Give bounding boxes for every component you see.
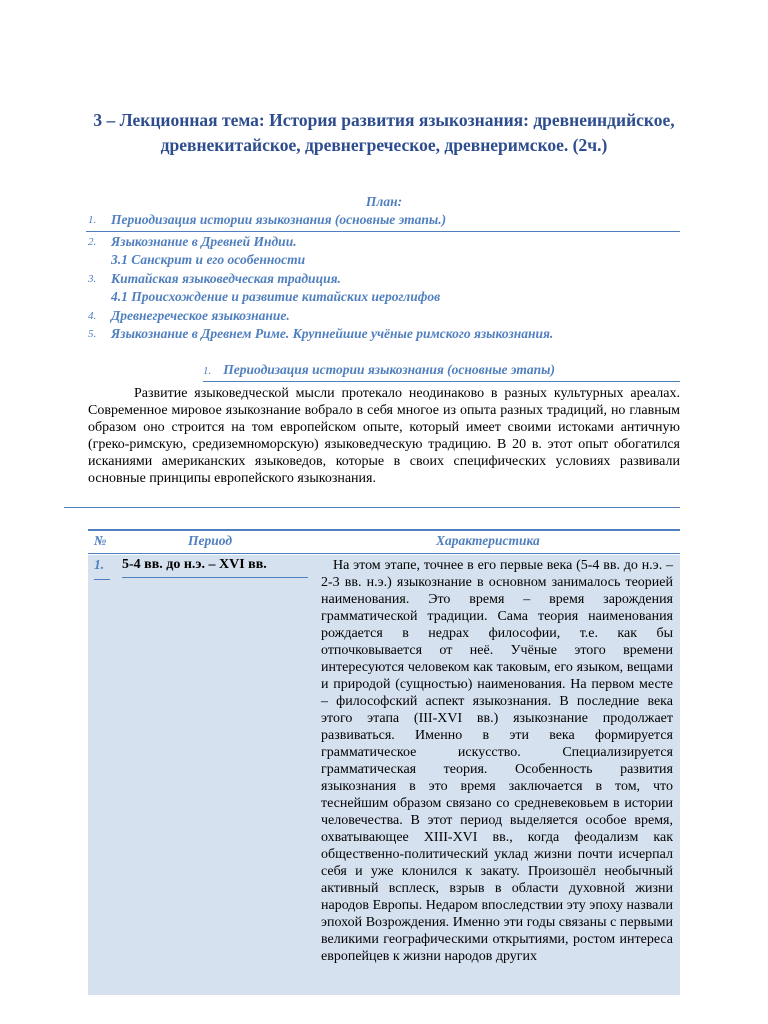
plan-heading: План: [365,194,403,209]
plan-item [86,325,680,343]
header-characteristic: Характеристика [436,533,540,548]
lecture-title: 3 – Лекционная тема: История развития языкознания: древнеиндийское, древнекитайское, древнегреческое, древнеримское. (2ч.) [93,110,675,155]
table-row [88,555,680,995]
plan-item-text: Языкознание в Древнем Риме. Крупнейшие учёные римского языкознания. [111,325,554,341]
plan-item-number: 3. [88,272,97,285]
plan-item [86,270,680,288]
header-period: Период [188,533,233,548]
plan-item-number: 2. [88,236,97,248]
section-heading-text: Периодизация истории языкознания (основные этапы) [223,362,555,377]
row-characteristic: На этом этапе, точнее в его первые века (5-4 вв. до н.э. – 2-3 вв. н.э.) языкознание в основном занималось теорией наименования. Это время – время зарождения грамматической традиции. Сама теория наименования рождается в недрах философии, т.е. как бы отпочковывается от неё. Учёные этого времени интересуются человеком как таковым, его языком, вещами и природой (сущностью) наименования. На первом месте – философский аспект языкознания. В последние века этого этапа (III-XVI вв.) языкознание продолжает развиваться. Именно в эти века формируется грамматическое искусство. Специализируется грамматическая теория. Особенность развития языкознания в это время заключается в том, что теснейшим образом связано со средневековьем в истории человечества. В этот период выделяется особое время, охватывающее XIII-XVI вв., когда феодализм как общественно-политический уклад жизни почти исчерпал себя и уже клонился к закату. Произошёл необычный активный всплеск, взрыв в области духовной жизни народов Европы. Недаром впоследствии эту эпоху назвали эпохой Возрождения. Именно эти годы связаны с первыми великими географическими открытиями, ростом интереса европейцев к жизни народов других [321,558,673,964]
plan-item [86,233,680,251]
divider [64,507,680,508]
plan-item-text: 4.1 Происхождение и развитие китайских иероглифов [111,289,441,305]
row-number: 1. [94,557,110,580]
plan-subitem [86,251,680,269]
plan-subitem [86,288,680,306]
plan-item-number: 1. [88,214,97,226]
section-number: 1. [203,365,212,377]
plan-item [86,211,680,232]
section-heading [203,360,680,382]
plan-list [86,211,680,343]
periods-table [88,529,680,995]
header-number: № [94,533,107,548]
row-period: 5-4 вв. до н.э. – XVI вв. [122,557,308,578]
plan-item-number: 4. [88,309,97,322]
plan-item-text: Языкознание в Древней Индии. [111,234,297,249]
plan-item-text: Древнегреческое языкознание. [111,307,290,323]
plan-item-text: 3.1 Санскрит и его особенности [111,252,306,268]
intro-paragraph: Развитие языковедческой мысли протекало неодинаково в разных культурных ареалах. Современное мировое языкознание вобрало в себя многое из опыта разных традиций, но главным образом оно строится на том европейском опыте, который имеет своими истоками античную (греко-римскую, средиземноморскую) языковедческую традицию. В 20 в. этот опыт обогатился исканиями американских языковедов, которые в своих специфических условиях развивали основные принципы европейского языкознания. [88,386,680,486]
table-header [88,531,680,554]
plan-item [86,307,680,325]
plan-item-text: Китайская языковедческая традиция. [111,270,341,286]
plan-item-text: Периодизация истории языкознания (основные этапы.) [111,212,447,227]
plan-item-number: 5. [88,327,97,340]
